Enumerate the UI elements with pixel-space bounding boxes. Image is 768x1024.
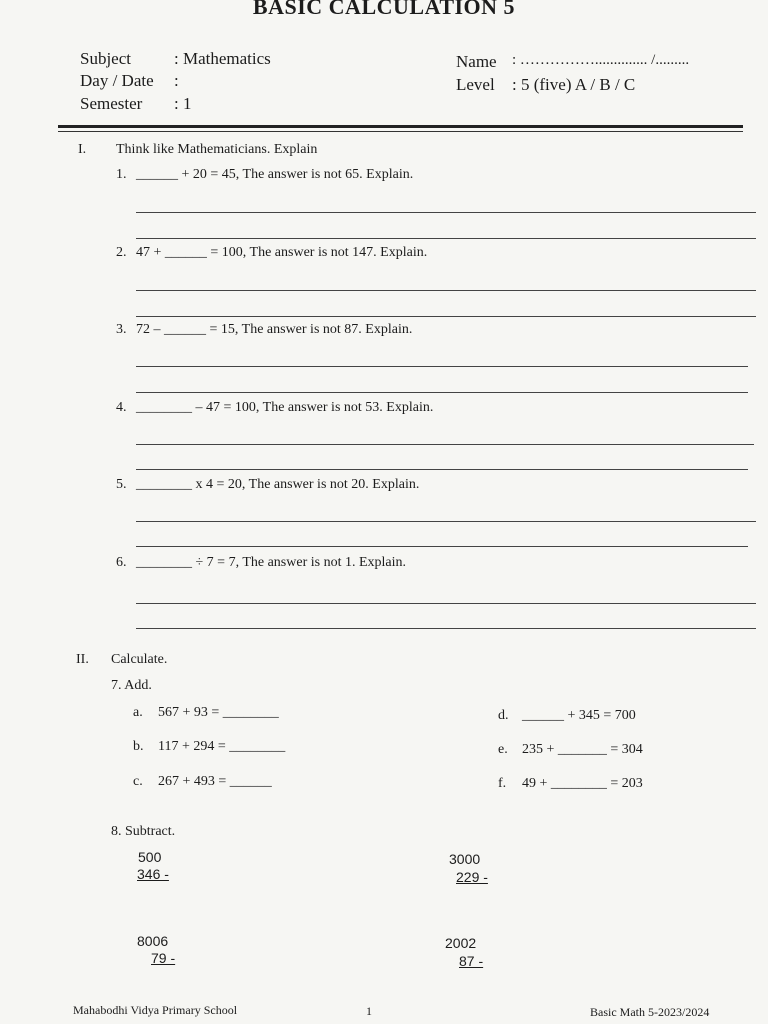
day-date-value: : bbox=[174, 71, 179, 90]
section-1-heading: Think like Mathematicians. Explain bbox=[116, 142, 318, 157]
question-number: 1. bbox=[116, 167, 127, 182]
semester-value: : 1 bbox=[174, 94, 192, 113]
add-item-letter: d. bbox=[498, 708, 509, 723]
answer-line[interactable] bbox=[136, 238, 756, 239]
add-item-expr: 235 + _______ = 304 bbox=[522, 742, 643, 757]
add-item-expr: 567 + 93 = ________ bbox=[158, 705, 279, 720]
day-date-label: Day / Date bbox=[80, 71, 154, 90]
name-label: Name bbox=[456, 52, 497, 71]
add-item-letter: f. bbox=[498, 776, 507, 791]
section-2-heading: Calculate. bbox=[111, 652, 168, 667]
answer-line[interactable] bbox=[136, 444, 754, 445]
question-text: ________ – 47 = 100, The answer is not 53. Explain. bbox=[136, 400, 434, 415]
name-value: : …………….............. /......... bbox=[512, 52, 690, 68]
footer-course: Basic Math 5-2023/2024 bbox=[590, 1005, 710, 1019]
question-number: 4. bbox=[116, 400, 127, 415]
question-number: 2. bbox=[116, 245, 127, 260]
question-number: 3. bbox=[116, 322, 127, 337]
question-text: ________ ÷ 7 = 7, The answer is not 1. Explain. bbox=[136, 555, 407, 570]
subtract-bottom: 346 - bbox=[137, 866, 169, 882]
subtract-bottom: 229 - bbox=[456, 869, 488, 885]
add-item-expr: 267 + 493 = ______ bbox=[158, 774, 272, 789]
header-rule-thick bbox=[58, 125, 743, 128]
subtract-top: 500 bbox=[138, 849, 162, 865]
subtract-top: 8006 bbox=[137, 933, 169, 949]
answer-line[interactable] bbox=[136, 521, 756, 522]
add-item-expr: 49 + ________ = 203 bbox=[522, 776, 643, 791]
question-text: ________ x 4 = 20, The answer is not 20. Explain. bbox=[136, 477, 420, 492]
subtract-top: 3000 bbox=[449, 851, 481, 867]
question-text: ______ + 20 = 45, The answer is not 65. Explain. bbox=[136, 167, 414, 182]
answer-line[interactable] bbox=[136, 603, 756, 604]
footer-page-number: 1 bbox=[366, 1004, 372, 1018]
subject-value: : Mathematics bbox=[174, 49, 271, 68]
level-label: Level bbox=[456, 75, 495, 94]
subtract-bottom: 79 - bbox=[151, 950, 176, 966]
add-item-letter: b. bbox=[133, 739, 144, 754]
section-1-number: I. bbox=[78, 142, 87, 157]
level-value: : 5 (five) A / B / C bbox=[512, 75, 636, 94]
answer-line[interactable] bbox=[136, 628, 756, 629]
answer-line[interactable] bbox=[136, 392, 748, 393]
answer-line[interactable] bbox=[136, 316, 756, 317]
question-text: 72 – ______ = 15, The answer is not 87. Explain. bbox=[136, 322, 413, 337]
page-title: BASIC CALCULATION 5 bbox=[252, 0, 516, 19]
footer-school: Mahabodhi Vidya Primary School bbox=[73, 1003, 238, 1017]
add-item-letter: e. bbox=[498, 742, 508, 757]
answer-line[interactable] bbox=[136, 469, 748, 470]
question-8-label: 8. Subtract. bbox=[111, 824, 176, 839]
subject-label: Subject bbox=[80, 49, 131, 68]
answer-line[interactable] bbox=[136, 290, 756, 291]
answer-line[interactable] bbox=[136, 546, 748, 547]
add-item-letter: c. bbox=[133, 774, 143, 789]
section-2-number: II. bbox=[76, 652, 89, 667]
question-number: 5. bbox=[116, 477, 127, 492]
question-7-label: 7. Add. bbox=[111, 678, 152, 693]
subtract-bottom: 87 - bbox=[459, 953, 484, 969]
question-number: 6. bbox=[116, 555, 127, 570]
add-item-letter: a. bbox=[133, 705, 143, 720]
answer-line[interactable] bbox=[136, 366, 748, 367]
header-rule-thin bbox=[58, 131, 743, 132]
answer-line[interactable] bbox=[136, 212, 756, 213]
add-item-expr: ______ + 345 = 700 bbox=[522, 708, 636, 723]
add-item-expr: 117 + 294 = ________ bbox=[158, 739, 286, 754]
subtract-top: 2002 bbox=[445, 935, 477, 951]
question-text: 47 + ______ = 100, The answer is not 147. Explain. bbox=[136, 245, 428, 260]
semester-label: Semester bbox=[80, 94, 143, 113]
